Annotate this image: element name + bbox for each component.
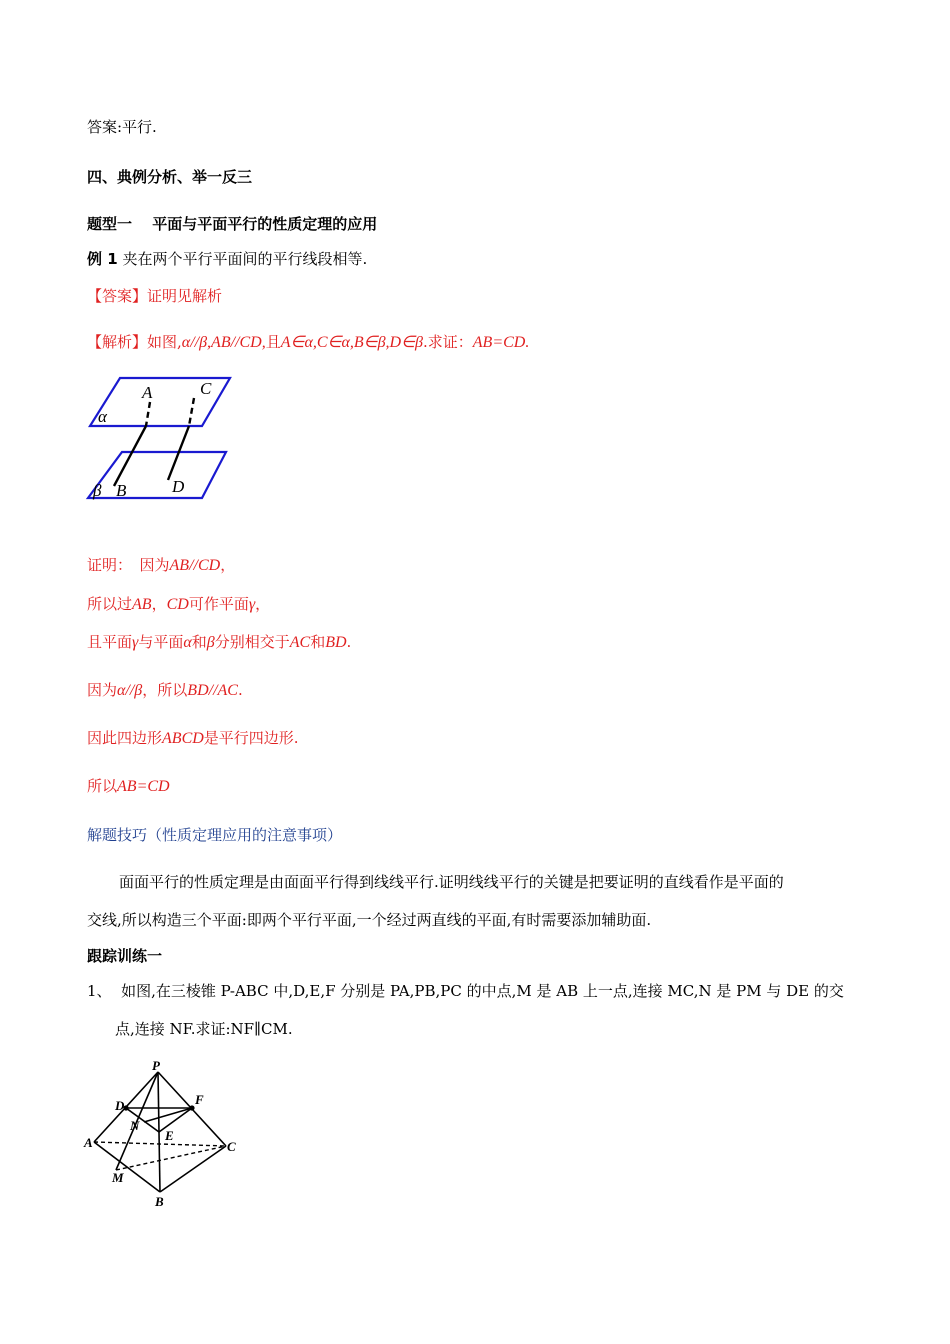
label-f: F (195, 1092, 204, 1107)
proof-math: BD (325, 634, 347, 651)
proof-text: 分别相交于 (214, 633, 290, 651)
analysis-text: 且 (265, 333, 281, 351)
tips-paragraph (87, 863, 865, 939)
proof-math: CD (166, 596, 189, 613)
proof-line-5 (87, 728, 299, 749)
proof-math: AB (132, 596, 152, 613)
practice-title: 跟踪训练一 (87, 947, 163, 965)
proof-line-2 (87, 594, 270, 615)
tips-line-1: 面面平行的性质定理是由面面平行得到线线平行.证明线线平行的关键是把要证明的直线看作是平面的 (119, 873, 784, 891)
proof-text: ， (151, 595, 167, 613)
segment-ab-dashed (146, 402, 150, 426)
proof-text: ，所以 (142, 681, 188, 699)
proof-math: ABCD (162, 730, 204, 747)
tips-title: 解题技巧（性质定理应用的注意事项） (87, 826, 343, 844)
question-text: 如图,在三棱锥 P-ABC 中,D,E,F 分别是 PA,PB,PC 的中点,M 是 AB 上一点,连接 MC,N 是 PM 与 DE 的交 (121, 982, 844, 1000)
label-a: A (142, 383, 153, 402)
segment-nf (144, 1108, 192, 1122)
example-label: 例 1 (87, 250, 118, 268)
proof-text: 所以过 (87, 595, 133, 613)
question-1-line-2: 点,连接 NF.求证:NF∥CM. (115, 1020, 293, 1038)
tips-line-2: 交线,所以构造三个平面:即两个平行平面,一个经过两直线的平面,有时需要添加辅助面. (87, 911, 652, 929)
analysis-tag: 【解析】 (87, 333, 148, 351)
edge-ab (94, 1142, 160, 1192)
proof-text: 且平面 (87, 633, 133, 651)
question-number: 1、 (87, 982, 112, 1000)
label-e: E (165, 1128, 174, 1143)
label-n: N (130, 1118, 140, 1133)
proof-math: BD//AC (187, 682, 238, 699)
proof-line-6 (87, 776, 170, 797)
plane-beta (88, 452, 226, 498)
proof-math: α (183, 634, 192, 651)
proof-text: . (237, 681, 243, 699)
parallel-planes-figure (84, 372, 236, 506)
proof-text: 因此四边形 (87, 729, 163, 747)
proof-line-1 (87, 555, 235, 576)
label-c: C (200, 379, 212, 398)
answer-block (87, 286, 222, 306)
label-a: A (84, 1135, 93, 1150)
answer-text: 证明见解析 (147, 287, 223, 305)
proof-math: AB//CD (169, 557, 221, 574)
label-c: C (227, 1139, 236, 1154)
example-text: 夹在两个平行平面间的平行线段相等. (122, 250, 368, 268)
label-alpha: α (98, 407, 107, 426)
proof-math: γ (248, 596, 256, 613)
label-d: D (115, 1098, 125, 1113)
proof-text: . (346, 633, 352, 651)
label-b: B (155, 1194, 164, 1209)
example-1 (87, 249, 367, 269)
proof-text: 与平面 (138, 633, 184, 651)
analysis-math: α//β,AB//CD, (181, 334, 266, 351)
proof-text: 是平行四边形. (203, 729, 299, 747)
answer-line: 答案:平行. (87, 118, 157, 136)
proof-text: 所以 (87, 777, 118, 795)
label-p: P (152, 1058, 160, 1073)
proof-text: ， (220, 556, 236, 574)
proof-math: α//β (117, 682, 143, 699)
analysis-math: AB=CD. (472, 334, 530, 351)
label-b: B (116, 481, 127, 500)
label-m: M (112, 1170, 124, 1185)
analysis-block (87, 332, 529, 353)
tetrahedron-figure (82, 1058, 242, 1210)
proof-math: γ (132, 634, 139, 651)
proof-text: ， (255, 595, 271, 613)
analysis-math: A∈α,C∈α,B∈β,D∈β (280, 334, 423, 351)
analysis-text: .求证： (423, 333, 473, 351)
type-title: 题型一 平面与平面平行的性质定理的应用 (87, 215, 378, 233)
proof-text: 和 (310, 633, 326, 651)
point-f (189, 1105, 194, 1110)
section-title: 四、典例分析、举一反三 (87, 168, 253, 186)
proof-math: AC (289, 634, 311, 651)
question-1-line-1 (87, 981, 844, 1001)
proof-text: 因为 (87, 681, 118, 699)
proof-math: AB=CD (117, 778, 170, 795)
proof-text: 可作平面 (188, 595, 249, 613)
proof-line-3 (87, 632, 351, 653)
proof-text: 和 (191, 633, 207, 651)
segment-ef (159, 1108, 192, 1132)
answer-tag: 【答案】 (87, 287, 148, 305)
proof-math: β (206, 634, 215, 651)
segment-cd-dashed (189, 398, 194, 426)
label-d: D (172, 477, 185, 496)
label-beta: β (93, 481, 102, 500)
analysis-text: 如图, (147, 333, 182, 351)
proof-text: 证明： 因为 (87, 556, 170, 574)
proof-line-4 (87, 680, 243, 701)
